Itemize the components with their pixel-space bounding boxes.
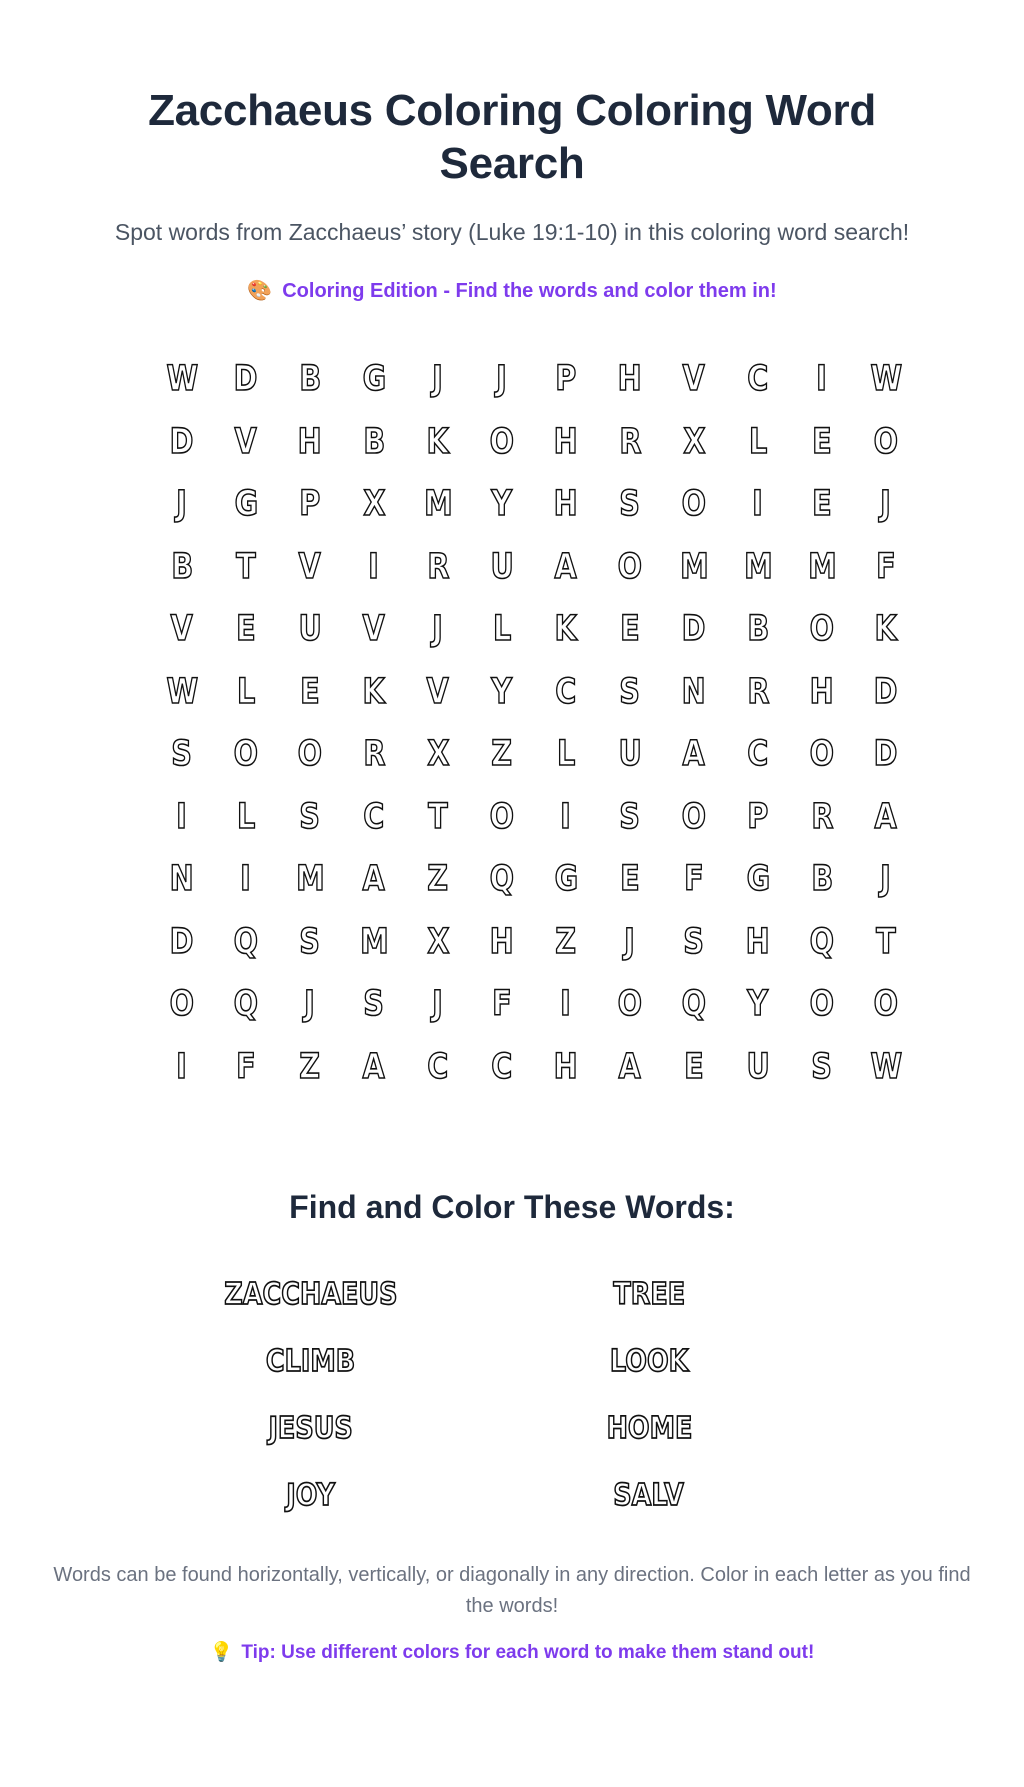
- grid-letter-r8c5[interactable]: T: [428, 796, 448, 837]
- grid-letter-r10c10[interactable]: H: [745, 921, 771, 962]
- grid-letter-r7c4[interactable]: R: [362, 734, 386, 775]
- word-list-item: [142, 1329, 480, 1396]
- grid-letter-r9c10[interactable]: G: [746, 859, 770, 900]
- grid-letter-r5c1[interactable]: V: [170, 609, 194, 650]
- grid-letter-r7c6[interactable]: Z: [491, 734, 513, 775]
- grid-letter-r3c5[interactable]: M: [423, 484, 453, 525]
- grid-letter-r10c5[interactable]: X: [426, 921, 450, 962]
- grid-letter-r6c7[interactable]: C: [555, 671, 577, 712]
- grid-letter-r7c12[interactable]: D: [874, 734, 898, 775]
- word-list-item: [480, 1463, 818, 1530]
- grid-letter-r8c3[interactable]: S: [299, 796, 321, 837]
- grid-letter-r12c2[interactable]: F: [236, 1046, 256, 1087]
- grid-letter-r1c11[interactable]: I: [816, 359, 828, 400]
- grid-letter-r9c7[interactable]: G: [554, 859, 578, 900]
- grid-letter-r4c10[interactable]: M: [743, 546, 773, 587]
- grid-letter-r1c7[interactable]: P: [555, 359, 577, 400]
- word-list-item: [480, 1262, 818, 1329]
- grid-letter-r2c4[interactable]: B: [363, 421, 385, 462]
- grid-letter-r9c6[interactable]: Q: [489, 859, 515, 900]
- grid-letter-r1c6[interactable]: J: [496, 359, 508, 400]
- grid-letter-r4c12[interactable]: F: [876, 546, 896, 587]
- grid-letter-r9c1[interactable]: N: [169, 859, 195, 900]
- grid-letter-r10c9[interactable]: S: [683, 921, 705, 962]
- grid-letter-r11c2[interactable]: Q: [233, 984, 259, 1025]
- grid-letter-r3c4[interactable]: X: [362, 484, 386, 525]
- grid-letter-r1c12[interactable]: W: [870, 359, 902, 400]
- palette-icon: 🎨: [247, 279, 273, 302]
- grid-letter-r11c6[interactable]: F: [492, 984, 512, 1025]
- page-subtitle: Spot words from Zacchaeus’ story (Luke 19:1-10) in this coloring word search!: [114, 218, 910, 245]
- grid-letter-r7c11[interactable]: O: [809, 734, 835, 775]
- grid-letter-r7c10[interactable]: C: [747, 734, 769, 775]
- grid-letter-r9c4[interactable]: A: [362, 859, 386, 900]
- grid-letter-r2c7[interactable]: H: [553, 421, 579, 462]
- word-tree: TREE: [613, 1277, 685, 1313]
- grid-letter-r7c1[interactable]: S: [171, 734, 193, 775]
- grid-letter-r5c8[interactable]: E: [620, 609, 640, 650]
- grid-letter-r6c12[interactable]: D: [874, 671, 898, 712]
- grid-letter-r11c7[interactable]: I: [560, 984, 572, 1025]
- word-home: HOME: [606, 1411, 692, 1447]
- grid-letter-r1c1[interactable]: W: [166, 359, 198, 400]
- word-list-heading: Find and Color These Words:: [289, 1188, 735, 1225]
- grid-letter-r11c9[interactable]: Q: [681, 984, 707, 1025]
- lightbulb-icon: 💡: [209, 1641, 234, 1663]
- grid-letter-r6c5[interactable]: V: [426, 671, 450, 712]
- word-list-item: [142, 1396, 480, 1463]
- grid-letter-r10c8[interactable]: J: [624, 921, 636, 962]
- grid-letter-r12c6[interactable]: C: [491, 1046, 513, 1087]
- grid-letter-r7c9[interactable]: A: [682, 734, 706, 775]
- grid-letter-r4c8[interactable]: O: [617, 546, 643, 587]
- grid-letter-r1c10[interactable]: C: [747, 359, 769, 400]
- grid-letter-r7c8[interactable]: U: [618, 734, 642, 775]
- grid-letter-r4c4[interactable]: I: [368, 546, 380, 587]
- word-search-grid: [150, 349, 918, 1099]
- grid-letter-r5c4[interactable]: V: [362, 609, 386, 650]
- grid-letter-r5c11[interactable]: O: [809, 609, 835, 650]
- grid-letter-r3c6[interactable]: Y: [491, 484, 513, 525]
- grid-letter-r2c3[interactable]: H: [297, 421, 323, 462]
- grid-letter-r12c12[interactable]: W: [870, 1046, 902, 1087]
- grid-letter-r10c6[interactable]: H: [489, 921, 515, 962]
- grid-letter-r8c11[interactable]: R: [810, 796, 834, 837]
- grid-letter-r7c2[interactable]: O: [233, 734, 259, 775]
- grid-letter-r2c11[interactable]: E: [812, 421, 832, 462]
- grid-letter-r1c5[interactable]: J: [432, 359, 444, 400]
- grid-letter-r2c5[interactable]: K: [426, 421, 450, 462]
- grid-letter-r6c8[interactable]: S: [619, 671, 641, 712]
- grid-letter-r5c9[interactable]: D: [682, 609, 706, 650]
- grid-letter-r6c1[interactable]: W: [166, 671, 198, 712]
- grid-letter-r4c6[interactable]: U: [490, 546, 514, 587]
- grid-letter-r2c10[interactable]: L: [748, 421, 768, 462]
- grid-letter-r10c2[interactable]: Q: [233, 921, 259, 962]
- grid-letter-r12c10[interactable]: U: [746, 1046, 770, 1087]
- word-list-item: [142, 1463, 480, 1530]
- grid-letter-r5c7[interactable]: K: [554, 609, 578, 650]
- grid-letter-r5c10[interactable]: B: [747, 609, 769, 650]
- grid-letter-r7c3[interactable]: O: [297, 734, 323, 775]
- grid-letter-r1c2[interactable]: D: [234, 359, 258, 400]
- word-list: [142, 1262, 818, 1530]
- coloring-edition-label: Coloring Edition - Find the words and color them in!: [282, 279, 777, 302]
- grid-letter-r4c5[interactable]: R: [426, 546, 450, 587]
- grid-letter-r3c3[interactable]: P: [299, 484, 321, 525]
- grid-letter-r11c11[interactable]: O: [809, 984, 835, 1025]
- grid-letter-r12c4[interactable]: A: [362, 1046, 386, 1087]
- grid-letter-r9c2[interactable]: I: [240, 859, 252, 900]
- grid-letter-r10c3[interactable]: S: [299, 921, 321, 962]
- grid-letter-r4c7[interactable]: A: [554, 546, 578, 587]
- grid-letter-r3c12[interactable]: J: [880, 484, 892, 525]
- grid-letter-r8c4[interactable]: C: [363, 796, 385, 837]
- instructions-text: Words can be found horizontally, vertically, or diagonally in any direction. Color in each letter as you find the words!: [53, 1563, 971, 1617]
- word-list-left-column: [142, 1262, 480, 1530]
- grid-letter-r6c9[interactable]: N: [681, 671, 707, 712]
- word-climb: CLIMB: [266, 1344, 356, 1380]
- grid-letter-r12c5[interactable]: C: [427, 1046, 449, 1087]
- grid-letter-r5c12[interactable]: K: [874, 609, 898, 650]
- grid-letter-r9c9[interactable]: F: [684, 859, 704, 900]
- grid-letter-r10c1[interactable]: D: [170, 921, 194, 962]
- page-title: Zacchaeus Coloring Coloring Word Search: [148, 86, 876, 188]
- grid-letter-r11c4[interactable]: S: [363, 984, 385, 1025]
- coloring-edition-note: [0, 278, 1024, 303]
- tip-label: Tip: Use different colors for each word to make them stand out!: [241, 1641, 815, 1663]
- grid-letter-r12c7[interactable]: H: [553, 1046, 579, 1087]
- grid-letter-r5c5[interactable]: J: [432, 609, 444, 650]
- grid-letter-r10c12[interactable]: T: [876, 921, 896, 962]
- word-zacchaeus: ZACCHAEUS: [224, 1277, 398, 1313]
- grid-letter-r11c10[interactable]: Y: [747, 984, 769, 1025]
- grid-letter-r6c2[interactable]: L: [236, 671, 256, 712]
- word-joy: JOY: [286, 1478, 336, 1514]
- grid-letter-r8c1[interactable]: I: [176, 796, 188, 837]
- grid-letter-r2c9[interactable]: X: [682, 421, 706, 462]
- grid-letter-r1c8[interactable]: H: [617, 359, 643, 400]
- grid-letter-r2c6[interactable]: O: [489, 421, 515, 462]
- grid-letter-r10c4[interactable]: M: [359, 921, 389, 962]
- grid-letter-r6c6[interactable]: Y: [491, 671, 513, 712]
- grid-letter-r3c8[interactable]: S: [619, 484, 641, 525]
- grid-letter-r12c11[interactable]: S: [811, 1046, 833, 1087]
- grid-letter-r9c11[interactable]: B: [811, 859, 833, 900]
- grid-letter-r6c11[interactable]: H: [809, 671, 835, 712]
- grid-letter-r4c9[interactable]: M: [679, 546, 709, 587]
- grid-letter-r12c1[interactable]: I: [176, 1046, 188, 1087]
- grid-letter-r8c12[interactable]: A: [874, 796, 898, 837]
- grid-letter-r12c9[interactable]: E: [684, 1046, 704, 1087]
- grid-letter-r1c3[interactable]: B: [299, 359, 321, 400]
- grid-letter-r8c10[interactable]: P: [747, 796, 769, 837]
- word-list-item: [480, 1329, 818, 1396]
- grid-letter-r11c12[interactable]: O: [873, 984, 899, 1025]
- grid-letter-r3c1[interactable]: J: [176, 484, 188, 525]
- grid-letter-r2c12[interactable]: O: [873, 421, 899, 462]
- grid-letter-r7c7[interactable]: L: [556, 734, 576, 775]
- grid-letter-r6c3[interactable]: E: [300, 671, 320, 712]
- grid-letter-r4c2[interactable]: T: [236, 546, 256, 587]
- grid-letter-r11c1[interactable]: O: [169, 984, 195, 1025]
- grid-letter-r4c1[interactable]: B: [171, 546, 193, 587]
- grid-letter-r9c8[interactable]: E: [620, 859, 640, 900]
- grid-letter-r3c9[interactable]: O: [681, 484, 707, 525]
- grid-letter-r9c3[interactable]: M: [295, 859, 325, 900]
- grid-letter-r3c10[interactable]: I: [752, 484, 764, 525]
- grid-letter-r10c11[interactable]: Q: [809, 921, 835, 962]
- word-list-item: [142, 1262, 480, 1329]
- grid-letter-r3c11[interactable]: E: [812, 484, 832, 525]
- grid-letter-r8c2[interactable]: L: [236, 796, 256, 837]
- grid-letter-r6c4[interactable]: K: [362, 671, 386, 712]
- grid-letter-r11c3[interactable]: J: [304, 984, 316, 1025]
- grid-letter-r8c6[interactable]: O: [489, 796, 515, 837]
- grid-letter-r12c8[interactable]: A: [618, 1046, 642, 1087]
- grid-letter-r5c6[interactable]: L: [492, 609, 512, 650]
- grid-letter-r8c9[interactable]: O: [681, 796, 707, 837]
- grid-letter-r1c4[interactable]: G: [362, 359, 386, 400]
- grid-letter-r1c9[interactable]: V: [682, 359, 706, 400]
- word-list-right-column: [480, 1262, 818, 1530]
- grid-letter-r3c2[interactable]: G: [234, 484, 258, 525]
- grid-letter-r4c3[interactable]: V: [298, 546, 322, 587]
- grid-letter-r2c8[interactable]: R: [618, 421, 642, 462]
- grid-letter-r11c5[interactable]: J: [432, 984, 444, 1025]
- word-list-item: [480, 1396, 818, 1463]
- grid-letter-r6c10[interactable]: R: [746, 671, 770, 712]
- grid-letter-r12c3[interactable]: Z: [299, 1046, 321, 1087]
- grid-letter-r9c12[interactable]: J: [880, 859, 892, 900]
- word-salv: SALV: [613, 1478, 685, 1514]
- grid-letter-r11c8[interactable]: O: [617, 984, 643, 1025]
- grid-letter-r7c5[interactable]: X: [426, 734, 450, 775]
- grid-letter-r3c7[interactable]: H: [553, 484, 579, 525]
- grid-letter-r10c7[interactable]: Z: [555, 921, 577, 962]
- grid-letter-r4c11[interactable]: M: [807, 546, 837, 587]
- grid-letter-r8c8[interactable]: S: [619, 796, 641, 837]
- word-look: LOOK: [609, 1344, 689, 1380]
- grid-letter-r5c2[interactable]: E: [236, 609, 256, 650]
- grid-letter-r2c1[interactable]: D: [170, 421, 194, 462]
- word-jesus: JESUS: [268, 1411, 354, 1447]
- tip-note: [0, 1640, 1024, 1664]
- grid-letter-r9c5[interactable]: Z: [427, 859, 449, 900]
- grid-letter-r8c7[interactable]: I: [560, 796, 572, 837]
- grid-letter-r2c2[interactable]: V: [234, 421, 258, 462]
- grid-letter-r5c3[interactable]: U: [298, 609, 322, 650]
